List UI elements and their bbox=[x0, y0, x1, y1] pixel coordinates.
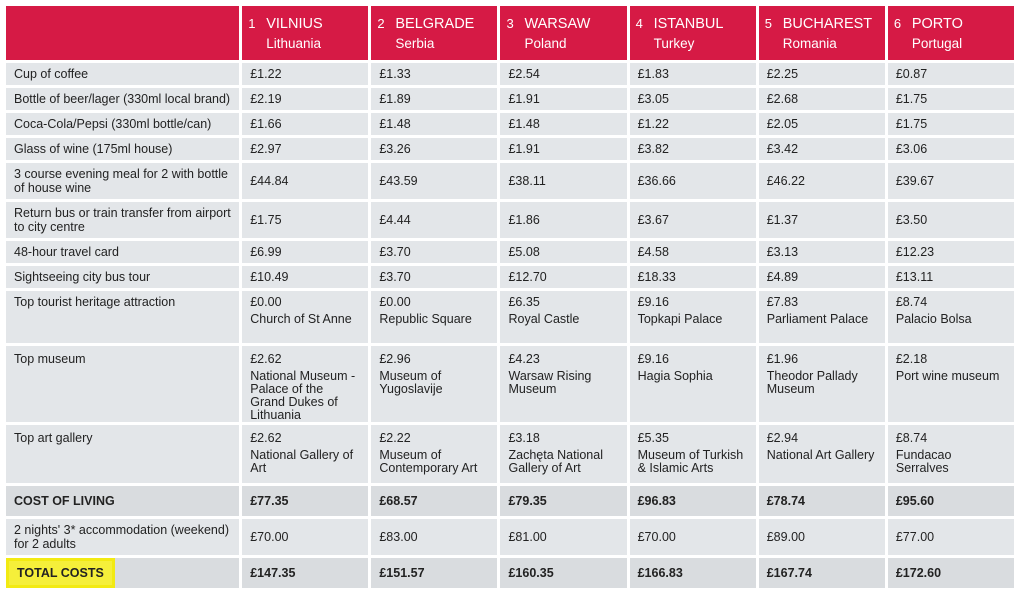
attraction-cell bbox=[242, 425, 368, 483]
price-cell: £1.48 bbox=[500, 113, 626, 135]
city-header-6 bbox=[888, 6, 1014, 60]
row-label: 48-hour travel card bbox=[6, 241, 239, 263]
attraction-cell bbox=[759, 425, 885, 483]
price-value: £2.18 bbox=[895, 352, 928, 366]
price-cell: £44.84 bbox=[242, 163, 368, 199]
header-row bbox=[6, 6, 1014, 60]
price-cell: £1.37 bbox=[759, 202, 885, 238]
price-cell: £4.89 bbox=[759, 266, 885, 288]
attraction-cell bbox=[759, 346, 885, 422]
price-cell: £166.83 bbox=[630, 558, 756, 588]
price-cell: £1.91 bbox=[500, 138, 626, 160]
price-cell: £39.67 bbox=[888, 163, 1014, 199]
table-row bbox=[6, 163, 1014, 199]
price-cell: £2.19 bbox=[242, 88, 368, 110]
price-cell: £10.49 bbox=[242, 266, 368, 288]
country-name: Romania bbox=[782, 35, 837, 51]
price-cell: £77.00 bbox=[888, 519, 1014, 555]
row-label: 2 nights' 3* accommodation (weekend) for 2 adults bbox=[6, 519, 239, 555]
price-cell: £1.48 bbox=[371, 113, 497, 135]
attraction-cell bbox=[888, 425, 1014, 483]
price-cell: £12.70 bbox=[500, 266, 626, 288]
attraction-name: National Museum - Palace of the Grand Dukes of Lithuania bbox=[250, 369, 356, 422]
accommodation-row bbox=[6, 519, 1014, 555]
price-cell: £1.66 bbox=[242, 113, 368, 135]
price-cell: £2.68 bbox=[759, 88, 885, 110]
attraction-cell bbox=[630, 346, 756, 422]
price-cell: £83.00 bbox=[371, 519, 497, 555]
attraction-name: Parliament Palace bbox=[766, 312, 869, 326]
price-cell: £1.22 bbox=[242, 63, 368, 85]
attraction-name: Royal Castle bbox=[508, 312, 580, 326]
price-cell: £3.70 bbox=[371, 241, 497, 263]
city-name: WARSAW bbox=[524, 15, 591, 32]
country-name: Lithuania bbox=[266, 35, 322, 51]
header-blank-cell bbox=[6, 6, 239, 60]
row-label: Top tourist heritage attraction bbox=[6, 291, 239, 343]
attraction-name: Museum of Turkish & Islamic Arts bbox=[637, 448, 744, 475]
attraction-cell bbox=[888, 291, 1014, 343]
price-cell: £6.99 bbox=[242, 241, 368, 263]
price-cell: £1.86 bbox=[500, 202, 626, 238]
row-label: Glass of wine (175ml house) bbox=[6, 138, 239, 160]
city-name: PORTO bbox=[911, 15, 963, 32]
attraction-name: Topkapi Palace bbox=[637, 312, 723, 326]
row-label: Top museum bbox=[6, 346, 239, 422]
city-name: ISTANBUL bbox=[653, 15, 724, 32]
price-cell: £1.89 bbox=[371, 88, 497, 110]
price-cell: £151.57 bbox=[371, 558, 497, 588]
city-number: 3 bbox=[506, 15, 514, 31]
cost-comparison-table bbox=[3, 3, 1017, 591]
row-label: 3 course evening meal for 2 with bottle of house wine bbox=[6, 163, 239, 199]
price-cell: £43.59 bbox=[371, 163, 497, 199]
price-value: £8.74 bbox=[895, 295, 928, 309]
city-number: 4 bbox=[635, 15, 643, 31]
row-label: Return bus or train transfer from airport to city centre bbox=[6, 202, 239, 238]
table-row bbox=[6, 346, 1014, 422]
attraction-name: Theodor Pallady Museum bbox=[766, 369, 858, 396]
price-value: £4.23 bbox=[508, 352, 540, 366]
price-cell: £4.44 bbox=[371, 202, 497, 238]
cost-comparison-table-wrapper bbox=[6, 6, 1014, 591]
price-cell: £2.05 bbox=[759, 113, 885, 135]
price-cell: £0.87 bbox=[888, 63, 1014, 85]
price-cell: £5.08 bbox=[500, 241, 626, 263]
price-value: £3.18 bbox=[508, 431, 540, 445]
city-header-4 bbox=[630, 6, 756, 60]
city-name: BELGRADE bbox=[395, 15, 475, 32]
table-row bbox=[6, 63, 1014, 85]
table-row bbox=[6, 113, 1014, 135]
city-name: BUCHAREST bbox=[782, 15, 873, 32]
price-cell: £1.91 bbox=[500, 88, 626, 110]
price-cell: £46.22 bbox=[759, 163, 885, 199]
city-name: VILNIUS bbox=[266, 15, 323, 32]
attraction-cell bbox=[371, 291, 497, 343]
price-value: £9.16 bbox=[637, 352, 669, 366]
price-cell: £3.70 bbox=[371, 266, 497, 288]
row-label: Bottle of beer/lager (330ml local brand) bbox=[6, 88, 239, 110]
price-cell: £2.54 bbox=[500, 63, 626, 85]
attraction-cell bbox=[500, 346, 626, 422]
price-cell: £96.83 bbox=[630, 486, 756, 516]
attraction-name: Palacio Bolsa bbox=[895, 312, 972, 326]
attraction-cell bbox=[242, 291, 368, 343]
price-cell: £3.67 bbox=[630, 202, 756, 238]
price-value: £7.83 bbox=[766, 295, 799, 309]
price-cell: £1.33 bbox=[371, 63, 497, 85]
price-cell: £3.26 bbox=[371, 138, 497, 160]
price-cell: £36.66 bbox=[630, 163, 756, 199]
price-cell: £95.60 bbox=[888, 486, 1014, 516]
price-cell: £3.13 bbox=[759, 241, 885, 263]
attraction-name: National Gallery of Art bbox=[250, 448, 354, 475]
city-number: 2 bbox=[377, 15, 385, 31]
attraction-name: Fundacao Serralves bbox=[895, 448, 952, 475]
country-name: Portugal bbox=[911, 35, 963, 51]
row-label: COST OF LIVING bbox=[6, 486, 239, 516]
table-row bbox=[6, 202, 1014, 238]
price-cell: £70.00 bbox=[242, 519, 368, 555]
attraction-cell bbox=[888, 346, 1014, 422]
price-cell: £147.35 bbox=[242, 558, 368, 588]
total-costs-highlight: TOTAL COSTS bbox=[6, 558, 115, 588]
row-label: Top art gallery bbox=[6, 425, 239, 483]
attraction-name: Museum of Contemporary Art bbox=[379, 448, 478, 475]
attraction-name: Church of St Anne bbox=[250, 312, 352, 326]
table-row bbox=[6, 266, 1014, 288]
attraction-cell bbox=[630, 291, 756, 343]
price-cell: £167.74 bbox=[759, 558, 885, 588]
table-row bbox=[6, 241, 1014, 263]
price-value: £2.22 bbox=[379, 431, 411, 445]
attraction-name: Zachęta National Gallery of Art bbox=[508, 448, 603, 475]
country-name: Turkey bbox=[653, 35, 695, 51]
price-cell: £3.82 bbox=[630, 138, 756, 160]
price-cell: £78.74 bbox=[759, 486, 885, 516]
attraction-cell bbox=[242, 346, 368, 422]
row-label: Coca-Cola/Pepsi (330ml bottle/can) bbox=[6, 113, 239, 135]
city-number: 1 bbox=[248, 15, 256, 31]
price-cell: £13.11 bbox=[888, 266, 1014, 288]
table-row bbox=[6, 291, 1014, 343]
price-cell: £12.23 bbox=[888, 241, 1014, 263]
price-value: £2.62 bbox=[250, 431, 282, 445]
price-cell: £2.97 bbox=[242, 138, 368, 160]
total-label-cell bbox=[6, 558, 239, 588]
price-value: £1.96 bbox=[766, 352, 799, 366]
price-cell: £1.75 bbox=[888, 88, 1014, 110]
attraction-cell bbox=[371, 425, 497, 483]
row-label: Sightseeing city bus tour bbox=[6, 266, 239, 288]
price-cell: £89.00 bbox=[759, 519, 885, 555]
total-costs-row bbox=[6, 558, 1014, 588]
city-header-5 bbox=[759, 6, 885, 60]
city-header-2 bbox=[371, 6, 497, 60]
attraction-cell bbox=[500, 425, 626, 483]
price-value: £2.62 bbox=[250, 352, 282, 366]
price-value: £0.00 bbox=[250, 295, 282, 309]
price-cell: £160.35 bbox=[500, 558, 626, 588]
price-cell: £18.33 bbox=[630, 266, 756, 288]
price-cell: £3.50 bbox=[888, 202, 1014, 238]
row-label: Cup of coffee bbox=[6, 63, 239, 85]
price-cell: £38.11 bbox=[500, 163, 626, 199]
price-cell: £1.83 bbox=[630, 63, 756, 85]
price-value: £5.35 bbox=[637, 431, 669, 445]
price-value: £9.16 bbox=[637, 295, 669, 309]
price-value: £0.00 bbox=[379, 295, 411, 309]
attraction-name: Port wine museum bbox=[895, 369, 1000, 383]
attraction-name: Hagia Sophia bbox=[637, 369, 713, 383]
table-row bbox=[6, 88, 1014, 110]
price-cell: £3.05 bbox=[630, 88, 756, 110]
city-header-1 bbox=[242, 6, 368, 60]
price-cell: £81.00 bbox=[500, 519, 626, 555]
price-value: £8.74 bbox=[895, 431, 928, 445]
city-header-3 bbox=[500, 6, 626, 60]
price-cell: £4.58 bbox=[630, 241, 756, 263]
table-row bbox=[6, 425, 1014, 483]
price-cell: £3.06 bbox=[888, 138, 1014, 160]
city-number: 6 bbox=[893, 15, 902, 31]
price-cell: £70.00 bbox=[630, 519, 756, 555]
attraction-name: Republic Square bbox=[379, 312, 472, 326]
attraction-cell bbox=[630, 425, 756, 483]
city-number: 5 bbox=[764, 15, 772, 31]
price-cell: £1.22 bbox=[630, 113, 756, 135]
price-cell: £3.42 bbox=[759, 138, 885, 160]
price-cell: £1.75 bbox=[242, 202, 368, 238]
attraction-name: Museum of Yugoslavije bbox=[379, 369, 443, 396]
table-row bbox=[6, 138, 1014, 160]
price-value: £2.96 bbox=[379, 352, 411, 366]
price-value: £2.94 bbox=[766, 431, 799, 445]
price-cell: £172.60 bbox=[888, 558, 1014, 588]
price-cell: £1.75 bbox=[888, 113, 1014, 135]
attraction-cell bbox=[759, 291, 885, 343]
cost-of-living-row bbox=[6, 486, 1014, 516]
price-cell: £68.57 bbox=[371, 486, 497, 516]
attraction-name: Warsaw Rising Museum bbox=[508, 369, 592, 396]
attraction-cell bbox=[500, 291, 626, 343]
price-value: £6.35 bbox=[508, 295, 540, 309]
price-cell: £2.25 bbox=[759, 63, 885, 85]
country-name: Poland bbox=[524, 35, 567, 51]
attraction-cell bbox=[371, 346, 497, 422]
country-name: Serbia bbox=[395, 35, 435, 51]
attraction-name: National Art Gallery bbox=[766, 448, 875, 462]
price-cell: £77.35 bbox=[242, 486, 368, 516]
price-cell: £79.35 bbox=[500, 486, 626, 516]
